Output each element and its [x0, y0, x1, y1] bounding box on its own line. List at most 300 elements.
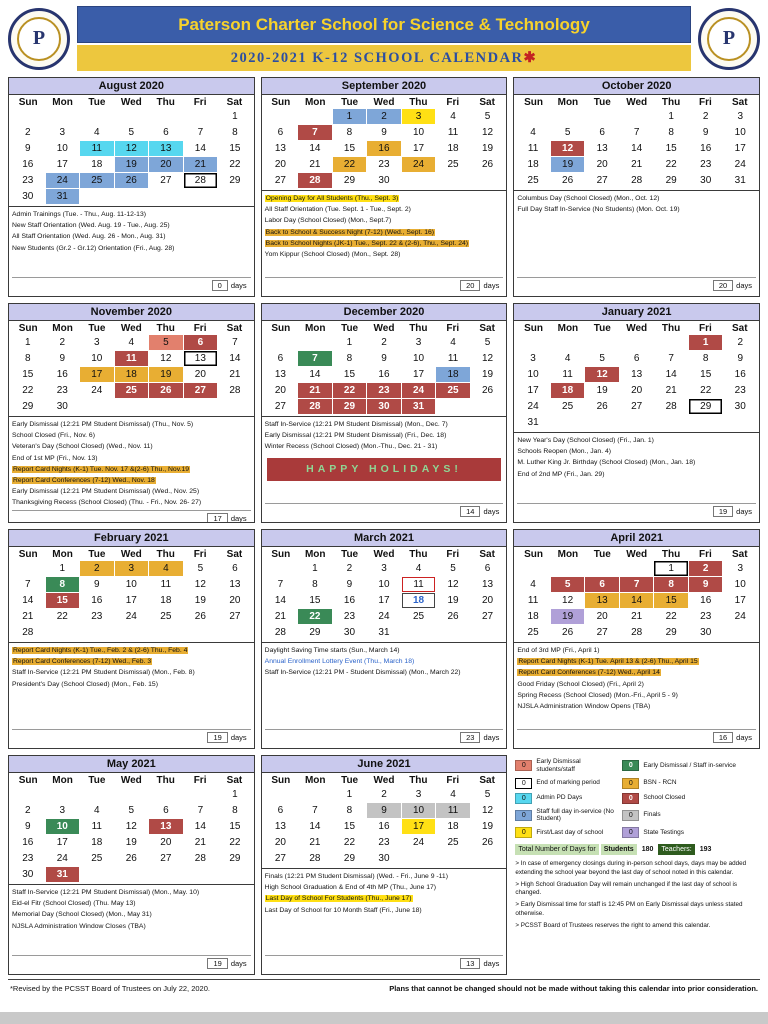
- weekday-label: Thu: [661, 97, 681, 108]
- day-cell: 20: [229, 595, 241, 606]
- weekday-label: Wed: [373, 97, 395, 108]
- day-cell: 19: [596, 385, 608, 396]
- month-title: August 2020: [9, 78, 254, 95]
- weekday-label: Thu: [409, 323, 428, 334]
- day-cell: 10: [412, 353, 425, 364]
- note: [265, 442, 504, 452]
- weekday-row: [262, 321, 507, 335]
- totals-label: Total Number of Days for: [515, 844, 598, 855]
- legend-label: Staff full day in-service (No Student): [536, 807, 614, 823]
- day-cell: 27: [596, 175, 608, 186]
- day-count-number: 19: [207, 958, 227, 969]
- day-cell: 16: [700, 143, 712, 154]
- day-cell: 1: [232, 111, 238, 122]
- day-cell: 15: [309, 595, 321, 606]
- day-cell: 23: [378, 159, 390, 170]
- month-panel-august-2020: [8, 77, 255, 297]
- day-count-number: 0: [212, 280, 228, 291]
- days-grid: [514, 109, 759, 190]
- note-text: Back to School Nights (JK-1) Tue., Sept. 22 & (2-6), Thu., Sept. 24): [265, 239, 469, 247]
- note-text: High School Graduation & End of 4th MP (Thu., June 17): [264, 884, 437, 892]
- school-seal-inner: [17, 17, 61, 61]
- day-cell: 12: [125, 821, 137, 832]
- weekday-label: Fri: [193, 549, 207, 560]
- empty-cell: [11, 561, 45, 576]
- weekday-label: Sat: [732, 323, 748, 334]
- weekday-label: Wed: [626, 549, 648, 560]
- school-name: Paterson Charter School for Science & Technology: [77, 6, 691, 43]
- day-cell: 3: [737, 563, 744, 574]
- month-panel-may-2021: [8, 755, 255, 975]
- day-cell: 17: [378, 595, 390, 606]
- day-cell: 6: [277, 805, 284, 816]
- day-cell: 22: [665, 159, 677, 170]
- day-cell: 16: [343, 595, 356, 606]
- empty-cell: [184, 787, 218, 802]
- empty-cell: [264, 787, 298, 802]
- day-cell: 20: [596, 611, 608, 622]
- day-cell: 21: [194, 837, 206, 848]
- day-count-number: 17: [207, 513, 227, 524]
- day-cell: 27: [631, 401, 643, 412]
- empty-cell: [516, 561, 550, 576]
- day-cell: 23: [734, 385, 746, 396]
- day-cell: 24: [734, 159, 746, 170]
- totals-bar: [515, 844, 758, 855]
- day-cell: 7: [620, 577, 654, 592]
- school-seal-left-icon: [8, 8, 70, 70]
- day-cell: 13: [229, 579, 241, 590]
- note-text: Annual Enrollment Lottery Event (Thu., March 18): [264, 658, 415, 666]
- day-cell: 7: [633, 127, 640, 138]
- month-notes: [9, 884, 254, 955]
- month-title: June 2021: [262, 756, 507, 773]
- day-cell: 14: [665, 369, 677, 380]
- weekday-label: Mon: [557, 97, 579, 108]
- note-text: Staff In-Service (12:21 PM Student Dismissal) (Mon., Dec. 7): [264, 421, 448, 428]
- month-notes: [262, 190, 507, 277]
- footer-revision-note: *Revised by the PCSST Board of Trustees on July 22, 2020.: [10, 984, 210, 993]
- weekday-label: Sat: [226, 97, 243, 108]
- day-cell: 21: [665, 385, 677, 396]
- day-cell: 4: [450, 789, 456, 800]
- day-cell: 27: [274, 401, 286, 412]
- day-cell: 27: [274, 175, 286, 186]
- day-cell: 9: [381, 127, 387, 138]
- empty-cell: [80, 787, 114, 802]
- empty-cell: [46, 109, 80, 124]
- weekday-label: Wed: [626, 323, 648, 334]
- day-cell: 6: [599, 127, 605, 138]
- day-count-label: days: [736, 281, 752, 290]
- weekday-label: Thu: [156, 549, 175, 560]
- day-cell: 3: [402, 109, 436, 124]
- day-cell: 21: [309, 837, 321, 848]
- weekday-label: Mon: [304, 323, 326, 334]
- day-cell: 31: [402, 399, 436, 414]
- day-cell: 1: [312, 563, 318, 574]
- note: [12, 221, 251, 231]
- note-text: President's Day (School Closed) (Mon., Feb. 15): [12, 680, 158, 688]
- day-count-number: 20: [713, 280, 733, 291]
- note: [265, 883, 504, 893]
- weekday-label: Fri: [699, 549, 712, 560]
- note-text: All Staff Orientation (Tue. Sept. 1 - Tue., Sept. 2): [264, 206, 411, 214]
- day-cell: 22: [343, 837, 356, 848]
- day-cell: 9: [59, 353, 66, 364]
- note: [517, 436, 756, 446]
- day-cell: 24: [734, 611, 746, 622]
- month-panel-november-2020: [8, 303, 255, 523]
- weekday-label: Fri: [699, 97, 712, 108]
- month-panel-june-2021: [261, 755, 508, 975]
- note-text: M. Luther King Jr. Birthday (School Closed) (Mon., Jan. 18): [517, 459, 696, 467]
- weekday-label: Sun: [18, 323, 38, 334]
- note: [517, 458, 756, 468]
- note: [12, 498, 251, 508]
- weekday-label: Sat: [732, 549, 748, 560]
- day-cell: 19: [551, 157, 585, 172]
- note: [12, 420, 251, 430]
- day-cell: 3: [59, 805, 66, 816]
- day-cell: 19: [125, 837, 137, 848]
- day-cell: 16: [22, 159, 34, 170]
- day-cell: 18: [527, 611, 539, 622]
- day-cell: 2: [702, 111, 709, 122]
- note-text: Report Card Conferences (7-12) Wed., Feb. 3: [13, 658, 152, 666]
- note-text: All Staff Orientation (Wed. Aug. 26 - Mon., Aug. 31): [12, 233, 166, 241]
- day-cell: 3: [115, 561, 149, 576]
- note-text: Finals (12:21 PM Student Dismissal) (Wed. - Fri., June 9 -11): [264, 873, 448, 880]
- note-text: End of 3rd MP (Fri., April 1): [517, 647, 600, 654]
- day-cell: 2: [346, 563, 353, 574]
- day-cell: 18: [91, 159, 103, 170]
- legend-swatch-boxed: 0: [515, 778, 532, 789]
- day-cell: 9: [24, 143, 31, 154]
- calendar-title: [77, 45, 691, 71]
- day-cell: 19: [115, 157, 149, 172]
- days-grid: [514, 335, 759, 432]
- day-cell: 27: [160, 853, 172, 864]
- day-cell: 7: [197, 805, 204, 816]
- weekday-label: Wed: [120, 549, 142, 560]
- weekday-row: [514, 95, 759, 109]
- day-cell: 20: [596, 159, 608, 170]
- day-cell: 10: [56, 143, 68, 154]
- day-cell: 21: [229, 369, 241, 380]
- note: [12, 454, 251, 464]
- weekday-row: [262, 773, 507, 787]
- totals-students-label: Students: [601, 844, 637, 855]
- day-cell: 18: [447, 821, 459, 832]
- weekday-label: Mon: [304, 549, 326, 560]
- day-cell: 25: [527, 627, 539, 638]
- day-cell: 16: [700, 595, 712, 606]
- days-grid: [9, 787, 254, 884]
- note-text: Last Day of School for 10 Month Staff (Fri., June 18): [264, 906, 422, 914]
- day-cell: 6: [585, 577, 619, 592]
- weekday-label: Wed: [120, 97, 142, 108]
- day-cell: 28: [631, 627, 643, 638]
- day-cell: 30: [378, 175, 390, 186]
- note-text: Early Dismissal (12:21 PM Student Dismissal) (Fri., Dec. 18): [264, 432, 447, 440]
- empty-cell: [620, 109, 654, 124]
- day-cell: 4: [149, 561, 183, 576]
- weekday-label: Tue: [593, 323, 611, 334]
- weekday-label: Mon: [52, 323, 73, 334]
- day-cell: 2: [59, 337, 66, 348]
- day-cell: 1: [59, 563, 66, 574]
- day-count: [517, 503, 756, 520]
- month-title: November 2020: [9, 304, 254, 321]
- day-cell: 11: [160, 579, 172, 590]
- day-cell: 7: [24, 579, 31, 590]
- note: [517, 691, 756, 701]
- month-panel-october-2020: [513, 77, 760, 297]
- weekday-label: Sun: [524, 549, 543, 560]
- note-text: NJSLA Administration Window Opens (TBA): [517, 702, 651, 710]
- day-cell: 12: [551, 141, 585, 156]
- day-count-label: days: [230, 733, 247, 742]
- day-cell: 22: [333, 383, 367, 398]
- day-cell: 8: [232, 127, 238, 138]
- day-cell: 17: [734, 143, 746, 154]
- day-cell: 22: [22, 385, 34, 396]
- day-cell: 8: [312, 579, 318, 590]
- day-cell: 21: [309, 159, 321, 170]
- note-text: Veteran's Day (School Closed) (Wed., Nov. 11): [12, 443, 153, 451]
- month-panel-february-2021: [8, 529, 255, 749]
- day-cell: 17: [412, 369, 425, 380]
- weekday-row: [514, 547, 759, 561]
- empty-cell: [11, 109, 45, 124]
- day-cell: 5: [128, 805, 135, 816]
- day-cell: 4: [450, 111, 456, 122]
- day-count-label: days: [736, 507, 752, 516]
- month-title: May 2021: [9, 756, 254, 773]
- day-cell: 23: [56, 385, 68, 396]
- weekday-label: Sun: [18, 775, 38, 786]
- empty-cell: [551, 335, 585, 350]
- day-cell: 6: [184, 335, 218, 350]
- day-cell: 9: [702, 127, 709, 138]
- totals-teachers-value: 193: [699, 846, 712, 854]
- day-count-label: days: [230, 513, 247, 523]
- note: [265, 872, 504, 882]
- day-cell: 26: [149, 383, 183, 398]
- empty-cell: [516, 335, 550, 350]
- day-cell: 17: [734, 595, 746, 606]
- legend-label: Early Dismissal students/staff: [536, 758, 581, 773]
- day-count-number: 14: [460, 506, 480, 517]
- month-panel-march-2021: [261, 529, 508, 749]
- day-cell: 17: [527, 385, 539, 396]
- day-cell: 10: [91, 353, 103, 364]
- day-cell: 24: [125, 611, 137, 622]
- day-cell: 19: [149, 367, 183, 382]
- day-count: [265, 955, 504, 972]
- day-cell: 21: [298, 383, 332, 398]
- note: [265, 216, 504, 226]
- weekday-label: Sat: [479, 97, 495, 108]
- day-cell: 13: [585, 593, 619, 608]
- note: [265, 646, 504, 656]
- month-notes: [514, 190, 759, 277]
- day-cell: 28: [309, 853, 321, 864]
- legend-label: BSN - RCN: [643, 779, 677, 787]
- empty-cell: [516, 109, 550, 124]
- note: [265, 420, 504, 430]
- day-cell: 14: [22, 595, 34, 606]
- day-count-label: days: [230, 959, 247, 968]
- day-cell: 14: [620, 593, 654, 608]
- day-cell: 29: [343, 175, 356, 186]
- day-cell: 31: [734, 175, 746, 186]
- month-title: December 2020: [262, 304, 507, 321]
- day-cell: 4: [94, 805, 100, 816]
- day-cell: 20: [160, 837, 172, 848]
- day-cell: 13: [631, 369, 643, 380]
- day-cell: 1: [346, 337, 353, 348]
- day-cell: 4: [128, 337, 135, 348]
- day-cell: 23: [700, 611, 712, 622]
- day-cell: 17: [412, 143, 425, 154]
- month-notes: [262, 416, 507, 503]
- day-cell: 10: [46, 819, 80, 834]
- day-count-label: days: [483, 959, 500, 968]
- day-cell: 11: [447, 127, 459, 138]
- day-count-label: days: [230, 281, 247, 290]
- day-cell: 23: [91, 611, 103, 622]
- note: [12, 668, 251, 678]
- day-cell: 16: [734, 369, 746, 380]
- seal-letter: P: [722, 27, 736, 49]
- legend-swatch-purple: 0: [622, 827, 639, 838]
- month-panel-april-2021: [513, 529, 760, 749]
- day-cell: 1: [689, 335, 723, 350]
- empty-cell: [46, 787, 80, 802]
- legend-swatch-gray: 0: [622, 810, 639, 821]
- day-cell: 20: [194, 369, 206, 380]
- school-seal-inner: [707, 17, 751, 61]
- day-cell: 8: [232, 805, 238, 816]
- note: [12, 244, 251, 254]
- day-cell: 9: [24, 821, 31, 832]
- day-cell: 6: [277, 127, 284, 138]
- day-cell: 15: [343, 821, 356, 832]
- weekday-label: Fri: [446, 549, 460, 560]
- note-text: Good Friday (School Closed) (Fri., April 2): [517, 680, 644, 688]
- day-cell: 26: [482, 837, 494, 848]
- day-cell: 9: [689, 577, 723, 592]
- day-cell: 1: [333, 109, 367, 124]
- legend-swatch-green: 0: [622, 760, 639, 771]
- weekday-label: Sun: [271, 549, 291, 560]
- day-count: [517, 277, 756, 294]
- legend-swatch-blue: 0: [515, 810, 532, 821]
- weekday-label: Mon: [52, 97, 73, 108]
- day-count-label: days: [736, 733, 752, 742]
- day-cell: 30: [378, 853, 390, 864]
- day-cell: 24: [527, 401, 539, 412]
- day-cell: 18: [527, 159, 539, 170]
- day-cell: 21: [22, 611, 34, 622]
- day-cell: 20: [274, 837, 286, 848]
- day-cell: 13: [596, 143, 608, 154]
- day-cell: 3: [381, 563, 387, 574]
- note: [265, 668, 504, 678]
- day-cell: 27: [184, 383, 218, 398]
- day-cell: 25: [412, 611, 425, 622]
- day-cell: 27: [274, 853, 286, 864]
- day-cell: 14: [631, 143, 643, 154]
- note: [517, 680, 756, 690]
- empty-cell: [264, 561, 298, 576]
- weekday-label: Wed: [373, 323, 395, 334]
- weekday-label: Mon: [557, 549, 579, 560]
- note-text: End of 1st MP (Fri., Nov. 13): [12, 454, 98, 462]
- legend-label: First/Last day of school: [536, 828, 604, 836]
- empty-cell: [585, 109, 619, 124]
- day-count-number: 19: [207, 732, 227, 743]
- note: [265, 205, 504, 215]
- day-cell: 16: [367, 141, 401, 156]
- day-cell: 28: [298, 399, 332, 414]
- note: [12, 657, 251, 667]
- note-text: Report Card Conferences (7-12) Wed., Nov. 18: [13, 476, 155, 484]
- day-cell: 9: [737, 353, 744, 364]
- note: [517, 702, 756, 712]
- month-title: April 2021: [514, 530, 759, 547]
- empty-cell: [551, 561, 585, 576]
- day-cell: 28: [665, 401, 677, 412]
- day-cell: 20: [482, 595, 494, 606]
- empty-cell: [149, 109, 183, 124]
- footer: [8, 979, 760, 993]
- weekday-label: Sun: [271, 323, 291, 334]
- note-text: Report Card Nights (K-1) Tue. Nov. 17 &(2-6) Thu., Nov.19: [13, 465, 190, 473]
- legend-grid: [515, 758, 758, 838]
- empty-cell: [620, 335, 654, 350]
- day-cell: 13: [274, 143, 286, 154]
- note-text: Last Day of School For Students (Thu., June 17): [265, 895, 412, 903]
- day-cell: 23: [22, 175, 34, 186]
- note: [265, 657, 504, 667]
- empty-cell: [620, 561, 654, 576]
- note: [12, 465, 251, 475]
- note: [12, 442, 251, 452]
- note: [12, 431, 251, 441]
- weekday-row: [9, 321, 254, 335]
- day-cell: 28: [631, 175, 643, 186]
- day-cell: 5: [484, 789, 491, 800]
- day-cell: 29: [229, 853, 241, 864]
- day-cell: 15: [229, 143, 241, 154]
- note: [12, 680, 251, 690]
- day-cell: 1: [346, 789, 353, 800]
- weekday-label: Fri: [446, 775, 460, 786]
- weekday-row: [514, 321, 759, 335]
- note: [517, 447, 756, 457]
- day-count-label: days: [483, 733, 500, 742]
- days-grid: [262, 787, 507, 868]
- day-cell: 16: [378, 369, 390, 380]
- day-cell: 13: [274, 821, 286, 832]
- day-cell: 31: [527, 417, 539, 428]
- weekday-label: Fri: [699, 323, 712, 334]
- day-cell: 14: [309, 821, 321, 832]
- day-cell: 10: [378, 579, 390, 590]
